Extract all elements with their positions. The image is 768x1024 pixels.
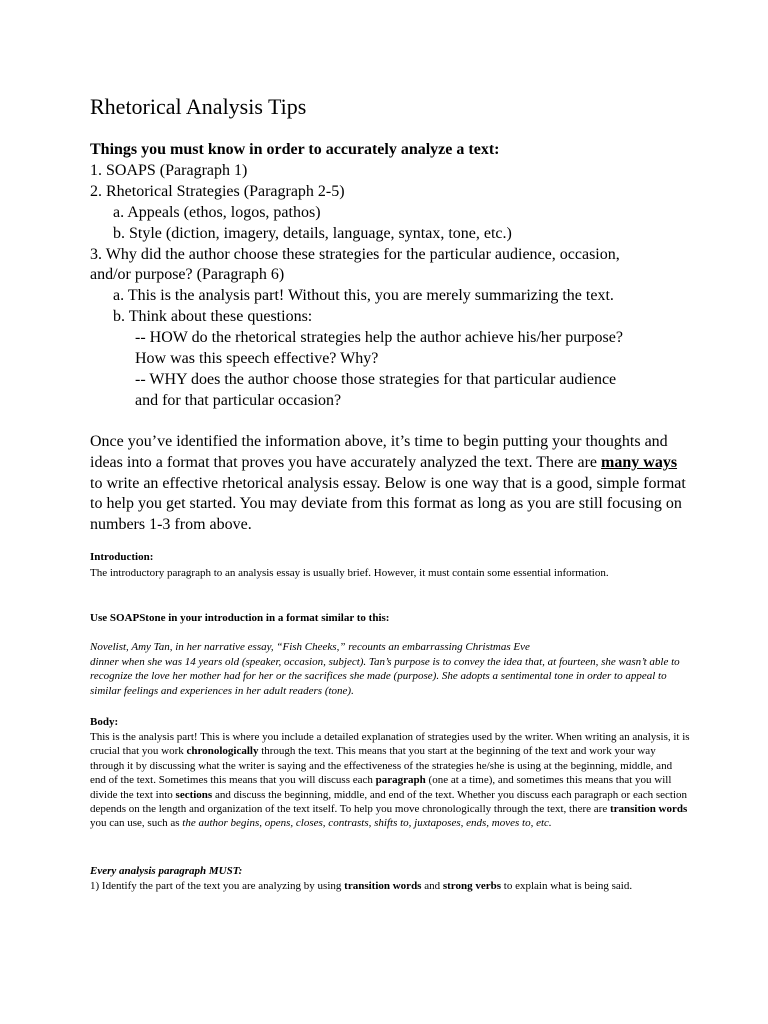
- lead-emphasis: many ways: [601, 453, 678, 471]
- body-text-4: and discuss the beginning, middle, and end of the text. Whether you discuss each paragraph or each section depends on the length and organization of the text itself. To help you move chronologically through the text, there are: [90, 788, 688, 816]
- lead-text-start: Once you’ve identified the information above, it’s time to begin putting your thoughts and ideas into a format that proves you have accurately analyzed the text. There are: [90, 433, 668, 471]
- body-text-3: (one at a time), and sometimes this means that you will divide the text into: [90, 774, 672, 801]
- question-why-line-1: -- WHY does the author choose those strategies for that particular audience: [135, 370, 617, 388]
- must-text-3: to explain what is being said.: [501, 880, 633, 892]
- must-bold-strong-verbs: strong verbs: [442, 880, 502, 892]
- introduction-heading-text: Introduction:: [90, 551, 154, 563]
- must-text-1: 1) Identify the part of the text you are analyzing by using: [90, 880, 345, 892]
- body-heading: [90, 715, 690, 729]
- soapstone-example-text: dinner when she was 14 years old (speaker, occasion, subject). Tan’s purpose is to convey the idea that, at fourteen, she wasn’t able to recognize the love her mother had for her or the sacrifices she made (purpose). She adopts a sentimental tone in order to appeal to similar feelings and experiences in her adult readers (tone).: [90, 656, 680, 697]
- outline-item-2a: a. Appeals (ethos, logos, pathos): [113, 203, 321, 221]
- outline-item-3b: b. Think about these questions:: [113, 308, 313, 326]
- soapstone-example-line-1: [90, 640, 690, 654]
- outline-heading: Things you must know in order to accurately analyze a text:: [90, 141, 500, 158]
- must-text-2: and: [421, 880, 443, 892]
- must-bold-transition-words: transition words: [344, 880, 422, 892]
- body-bold-chronologically: chronologically: [186, 745, 259, 758]
- soapstone-example: [90, 655, 690, 698]
- question-how-line-2: How was this speech effective? Why?: [135, 350, 379, 368]
- must-item-1: [90, 879, 690, 893]
- body-bold-transition-words: transition words: [609, 803, 688, 816]
- outline-item-3-line-2: and/or purpose? (Paragraph 6): [90, 266, 285, 284]
- soapstone-example-line-1-text: Novelist, Amy Tan, in her narrative essay, “Fish Cheeks,” recounts an embarrassing Christmas Eve: [90, 641, 530, 653]
- outline-item-3a: a. This is the analysis part! Without this, you are merely summarizing the text.: [113, 287, 614, 305]
- lead-paragraph: [90, 432, 690, 536]
- introduction-text: The introductory paragraph to an analysis essay is usually brief. However, it must contain some essential information.: [90, 567, 609, 579]
- question-how-line-1: -- HOW do the rhetorical strategies help the author achieve his/her purpose?: [135, 329, 623, 347]
- body-text-5: you can use, such as: [90, 817, 183, 830]
- must-heading: [90, 864, 690, 878]
- body-italic-examples: the author begins, opens, closes, contrasts, shifts to, juxtaposes, ends, moves to, etc.: [182, 817, 552, 830]
- body-text-1: This is the analysis part! This is where you include a detailed explanation of strategies used by the writer. When writing an analysis, it is crucial that you work: [90, 731, 690, 758]
- body-paragraph: [90, 730, 690, 831]
- body-text-2: through the text. This means that you start at the beginning of the text and work your way through it by discussing what the writer is saying and the effectiveness of the strategies he/she is using at the beginning, middle, and end of the text. Sometimes this means that you will discuss each: [90, 745, 673, 787]
- outline-item-1: 1. SOAPS (Paragraph 1): [90, 161, 248, 179]
- body-bold-paragraph: paragraph: [375, 774, 426, 787]
- must-heading-text: Every analysis paragraph MUST:: [90, 865, 243, 877]
- question-why-line-2: and for that particular occasion?: [135, 391, 342, 409]
- body-heading-text: Body:: [90, 716, 119, 728]
- outline-item-2: 2. Rhetorical Strategies (Paragraph 2-5): [90, 182, 345, 200]
- introduction-heading: [90, 550, 690, 564]
- tips-outline: [90, 140, 690, 412]
- body-bold-sections: sections: [175, 788, 213, 801]
- outline-item-2b: b. Style (diction, imagery, details, language, syntax, tone, etc.): [113, 224, 512, 242]
- page-title: Rhetorical Analysis Tips: [90, 94, 307, 119]
- lead-text-end: to write an effective rhetorical analysis essay. Below is one way that is a good, simple format to help you get started. You may deviate from this format as long as you are still focusing on numbers 1-3 from above.: [90, 474, 686, 534]
- outline-item-3-line-1: 3. Why did the author choose these strategies for the particular audience, occasion,: [90, 245, 620, 263]
- soapstone-heading: [90, 611, 690, 625]
- soapstone-heading-text: Use SOAPStone in your introduction in a format similar to this:: [90, 612, 390, 624]
